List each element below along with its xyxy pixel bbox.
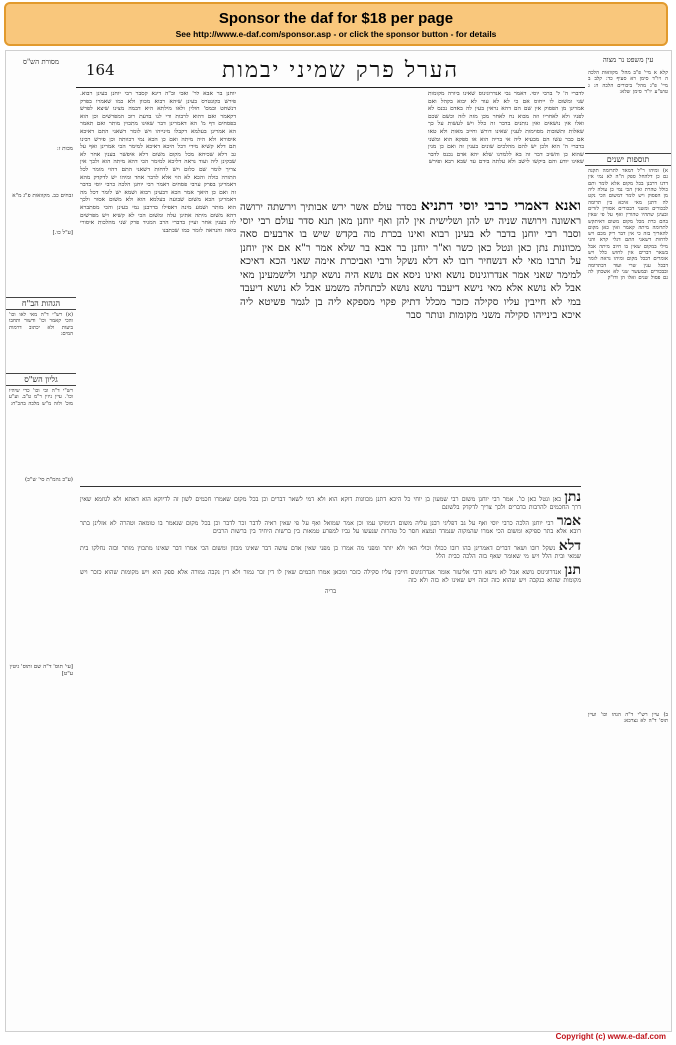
ein-mishpat-label: עין משפט נר מצוה xyxy=(602,56,654,64)
gemara-text: בסדר עולם אשר ירש אבותיך וירשתה ירושה ראשונה וירושה שניה יש להן ושלישית אין להן ואף יוחנן מאן תנא סדר עולם רבי יוסי וסבר רבי יוחנן בדבר לא בעינן רבוא ואינו בכרת מה בקדש שיש בו ארבעים סאה מכוונות נתן כאן ונטל כאן כשר וא"ר יוחנן בר אבא בר שלא אמר ר"א אם אין יוחנן על תרבו מאי לא דנשחיר רובו לא דלא נשקל ורבי ואביכרת אימה שאני הכא דאיכא למימר שאני אמר אנדרוגינוס נושא ואינו ניסא אם נושא היה נושא קתני ולישמעינן מאי אבל לא נושא אלא מאי נישא דיעבד נושא נושא לכתחלה משמע אבל לא נושא דיעבד במי לא חייבין עליו סקילה כזכר מכלל דתיק פקוי מספקא ליה בן לגמר פשיטא ליה איכא בינייהו סקילה משני מקומות ונותר סבר xyxy=(240,202,581,321)
masoret-note-1: מכות ז: xyxy=(56,146,73,152)
gemara-main xyxy=(240,199,581,471)
copyright-link[interactable]: Copyright (c) www.e-daf.com xyxy=(555,1032,666,1041)
lower-text-1: כאן ונטל כאן כו'. אמר רבי יוחנן משום רבי שמעון בן יוחי כל היכא דתנן מכוונות דוקא הוא ולא דמי לשאר דברים וכן בכל מקום שאמרו חכמים לשון זה לדיוקא הוא דאתא ולא לגוזמא שאין דרך החכמים להרבות בדברים ולכך צריך לדקדק בלשונם xyxy=(80,496,581,511)
masoret-hashas-label: מסורת הש"ס xyxy=(22,58,60,66)
tosafot-yeshanim-note: ב) עיין רש"י ד"ה הנהו וכו' ועיין תוס' ד"ה לא נצרכא: xyxy=(588,712,668,725)
rashi-text: לדברי ה' ל' ברבי יוסי. דאמר גבי אנדרוגינוס שאינו ביורה מקומות שני ומשום לו ייחוס אם כי לא לא עוד לא יבוא בקהל ואם אמרינן מן הפסוק אין שם הם דהא נראין בעין לה באדם נכנס לא לפניו ולא לאחריו וזה מבוא נח לאחר מכן מזה לזה וכשם שכם ואלו אין נושאים ואין נותנים בדבר זה כלל ויש לעשות על כך שאלות ותשובות מסוימות לענין שאינו דורש וחייב מאות ולא טאו אם כבר עשו הם מבעיא ליה אי בריה הוא או ספקא הוא xyxy=(428,91,584,143)
tosafot-text: יוחנן בר אבא לר' ואכי וב"ה דינא קסבר רבי יוחנן בעינן רבוא. פירש בקונטרס בעינן שיהא רבוא מכוון ולא כמו שאמרו בפרק דנשחט ובמס' חולין ולאו מילתא היא דבמה מצינו שיצא לפרש דקאמר ואם דהוא לרבות ודי לנו בדעת רוב המפרשים וכן הוא בפסחים דף מ' הא דאמרינן דבר שאינו מתכוין מותר ואם תאמר הא אמרינן בעלמא דקבלו מינייהו ויש לומר דשאני התם דאיכא איסורא ולא היה מיתה ואם כן הכא נמי דכוותה וכן פירש רבינו תם דלא קשיא מידי דכל היכא דאיכא למימר הכי אמרינן ואף על גב דלא שכיחא מכל מקום משום דלא איפשר בענין אחר לא שבקינן ליה ועוד נראה דליכא למימר הכי דהא מיתה הוא ולכך אין צריך לומר שם כלום ויש לדחות דשאני התם דהוי מומר לכל התורה כולה והכא לא הוי אלא לדבר אחד xyxy=(80,91,236,181)
sponsor-banner[interactable] xyxy=(4,2,668,46)
gilyon-hashas-heading: גליון הש"ס xyxy=(6,373,76,386)
talmud-page xyxy=(5,50,672,1032)
lower-end-word: בריה xyxy=(324,587,337,595)
page-number: 164 xyxy=(86,61,115,79)
lower-lead-1: נתן xyxy=(564,489,581,505)
lower-text-4: אנדרוגינוס נושא אבל לא נישא ורבי אליעזר אומר אנדרוגינוס חייבין עליו סקילה כזכר ומכאן אמרו חכמים שאין לו דין זכר גמור ולא דין נקבה גמורה אלא ספק הוא ויש מקומות שהוא כזכר ויש מקומות שהוא כנקבה ויש שהוא כזה וכזה ויש שאינו לא כזה ולא כזה xyxy=(80,569,581,585)
lower-lead-2: אמר xyxy=(556,513,581,530)
masoret-note-3: [ע"ל כו.] xyxy=(52,230,73,236)
lower-lead-4: תנן xyxy=(564,562,581,579)
right-margin xyxy=(585,51,671,1031)
gilyon-hashas-text: רש"י ד"ה ובי וכו' כדי שיהיו וכו'. עיין ניזין ר"מ ט"ב. וע"ע מוכ' ולזה מ"ש מלכה בהכ"ח: xyxy=(9,388,73,407)
lower-commentary xyxy=(80,483,581,1023)
lower-text-3: נשקל רובו ושאר דברים דאמרינן בהו רובו ככולו וכולי האי ולא יותר ומפני מה אמרו כן מפני שאין אדם עושה דבר שאינו מכוון ומשום הכי אמרו דבר שאינו מתכוין מותר ובזה נחלקו בית שמאי ובית הלל ויש מי שאומר שאף בזה הלכה כבית הלל xyxy=(80,544,581,560)
gemara-opening: ואנא דאמרי כרבי יוסי דתניא xyxy=(420,199,581,214)
hagahot-habach-heading: הגהות הב"ח xyxy=(6,297,76,310)
lower-text-2: רבי יוחנן הלכה כרבי יוסי ואף על גב דפליגי רבנן עליה משום דנימוקו עמו וכן אמר שמואל ואף על פי שאין ראיה לדבר זכר לדבר וכן בכל מקום שנאמר בו טומאה וטהרה לא אזלינן בתר רובא אלא בתר ספיקא ומשום הכי אמרו שהמקוה שנמדד ונמצא חסר כל טהרות שנעשו על גביו למפרע טמאות בין ברשות היחיד בין ברשות הרבים xyxy=(80,520,581,536)
tosafot-text-continued: ומיהו יש לדקדק מהא דאמרינן בפרק ערבי פסחים דאמר רבי יוחנן הלכה כרבי יוסי בדבר זה ואם כן היאך אמר הכא דבעינן רבוא ושמא יש לומר דכל מה דאמרינן הכא משום שבועה בעלמא הוא ולא משום אסור ולכך הוא מותר ושמע מינה דאפילו בדרבנן נמי בעינן והכי מסתברא דהא משום מיתה אתינן עלה ומשום הכי לא קשיא ויש מפרשים לה בענין אחר ועיין בדברי הרב המגיד פרק שני מהלכות איסורי ביאה והנראה לומר כמו שכתבנו xyxy=(80,174,236,234)
running-head: הערל פרק שמיני יבמות xyxy=(221,58,460,83)
rashi-text-continued: ומשני בדברי ה' הוא ולכן יש להם מהלכים שונים בענין זה ואם כן מנין שהוא כן והשיב דבר זה בא ללמדנו שלא יהא אדם נכנס לדבר שאינו יודע והם ביקשו לישב ולא עלתה בידם עד שבא רבא ופירש xyxy=(428,136,584,166)
hagahot-habach-text: (א) רש"י ד"ה מאי לאו וכו' והכי קאמר וכו' ודשור ותחבו ביעות ולא יכתוב דרמות המים: xyxy=(9,312,73,337)
tosafot-yeshanim-text: א) ומיהו ר"ל דמאד לתרומה תקנה גם כן דלהחל ספק ה"ה לא נמי אין דדנו דרבנן בכל מקום אלא לומר ותם כולל טהרת ואין הכי נמי כן עולה ליה מן הפסוק ויש לומר דמשום הכי נקט לה דתנן מאי איכא בין תרומה לבכורים ומשני דבכורים אסורין לזרים ובעינן שתהיו טהורין ואף על פי שאין בהם כרת מכל מקום משום דאיתקש לתרומה מיתה קאמר ואין כאן מקום להאריך בזה כי אין דבר ריק מכם ויש לדחות דשאני התם דגלי קרא והני מילי במקום שאין בו חיוב מיתה אבל בשאר דברים אין לחוש כלל ויש אומרים דבכל מקום ומיהו נראה לומר דבכל ענין שרי ועוד דבתרומה ובבכורים ובמעשר שני לא אשכחן לה גם פסול שנים ואלו הן ודו"ק xyxy=(588,168,668,282)
lower-lead-3: דלא xyxy=(558,537,581,554)
ein-mishpat-notes: קלא א מיי' פ"ב מהל' מקוואות הלכה ה ויו"ד סימן רא סעיף כד: קלב ב מיי' פ"ג מהל' ביכורים הלכה ה: ג טוש"ע יו"ד סימן שלא: xyxy=(588,70,668,95)
masoret-note-2: זבחים כב. מקוואות פ"ג מ"א xyxy=(12,193,73,199)
divider xyxy=(80,486,581,487)
page-header xyxy=(76,57,585,88)
tosafot-yeshanim-heading: תוספות ישנים xyxy=(585,153,671,166)
tosafot-column xyxy=(80,91,236,479)
masoret-note-5: [עי' תוס' ד"ה שם ותוס' גיטין ע"ט] xyxy=(9,664,73,678)
left-margin xyxy=(6,51,76,1031)
sponsor-banner-title[interactable]: Sponsor the daf for $18 per page xyxy=(218,10,454,27)
masoret-note-4: (ע"כ גהמ"ת סי' ש"כ) xyxy=(25,477,73,484)
sponsor-banner-subtitle[interactable]: See http://www.e-daf.com/sponsor.asp - or click the sponsor button - for details xyxy=(175,29,497,39)
